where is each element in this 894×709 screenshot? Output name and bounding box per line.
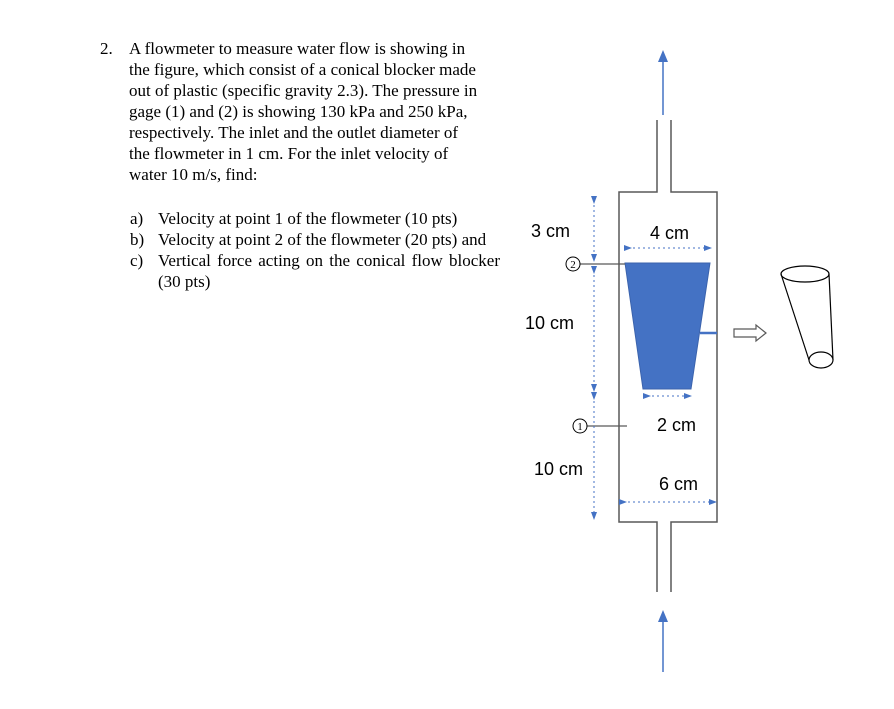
pointer-arrow-icon [734, 325, 766, 341]
part-a-label: a) [130, 209, 144, 228]
gauge-2-label: 2 [570, 259, 576, 271]
problem-line: water 10 m/s, find: [129, 165, 258, 184]
dim-label-6cm: 6 cm [659, 474, 699, 494]
gauge-1-label: 1 [577, 421, 583, 433]
problem-line: the flowmeter in 1 cm. For the inlet velocity of [129, 144, 449, 163]
part-b-label: b) [130, 230, 145, 249]
dim-label-10cm-lower: 10 cm [534, 459, 584, 479]
problem-line: the figure, which consist of a conical blocker made [129, 60, 476, 79]
problem-line: respectively. The inlet and the outlet diameter of [129, 123, 459, 142]
part-a-text: Velocity at point 1 of the flowmeter (10 pts) [158, 209, 458, 228]
problem-number: 2. [100, 39, 113, 58]
part-c-label: c) [130, 251, 144, 270]
gauge-2 [566, 257, 625, 271]
outlet-flow-arrow [658, 50, 668, 115]
dim-label-4cm: 4 cm [650, 223, 690, 243]
problem-line: out of plastic (specific gravity 2.3). The pressure in [129, 81, 478, 100]
cone-sketch [781, 266, 833, 368]
dim-label-10cm-upper: 10 cm [525, 313, 575, 333]
part-b-text: Velocity at point 2 of the flowmeter (20 pts) and [158, 230, 487, 249]
conical-blocker [625, 263, 710, 389]
part-c-text: Vertical force acting on the conical flow blocker (30 pts) [158, 251, 500, 291]
problem-line: gage (1) and (2) is showing 130 kPa and 250 kPa, [129, 102, 468, 121]
problem-line: A flowmeter to measure water flow is showing in [129, 39, 466, 58]
dim-label-3cm: 3 cm [531, 221, 571, 241]
dim-label-2cm: 2 cm [657, 415, 697, 435]
inlet-flow-arrow [658, 610, 668, 672]
